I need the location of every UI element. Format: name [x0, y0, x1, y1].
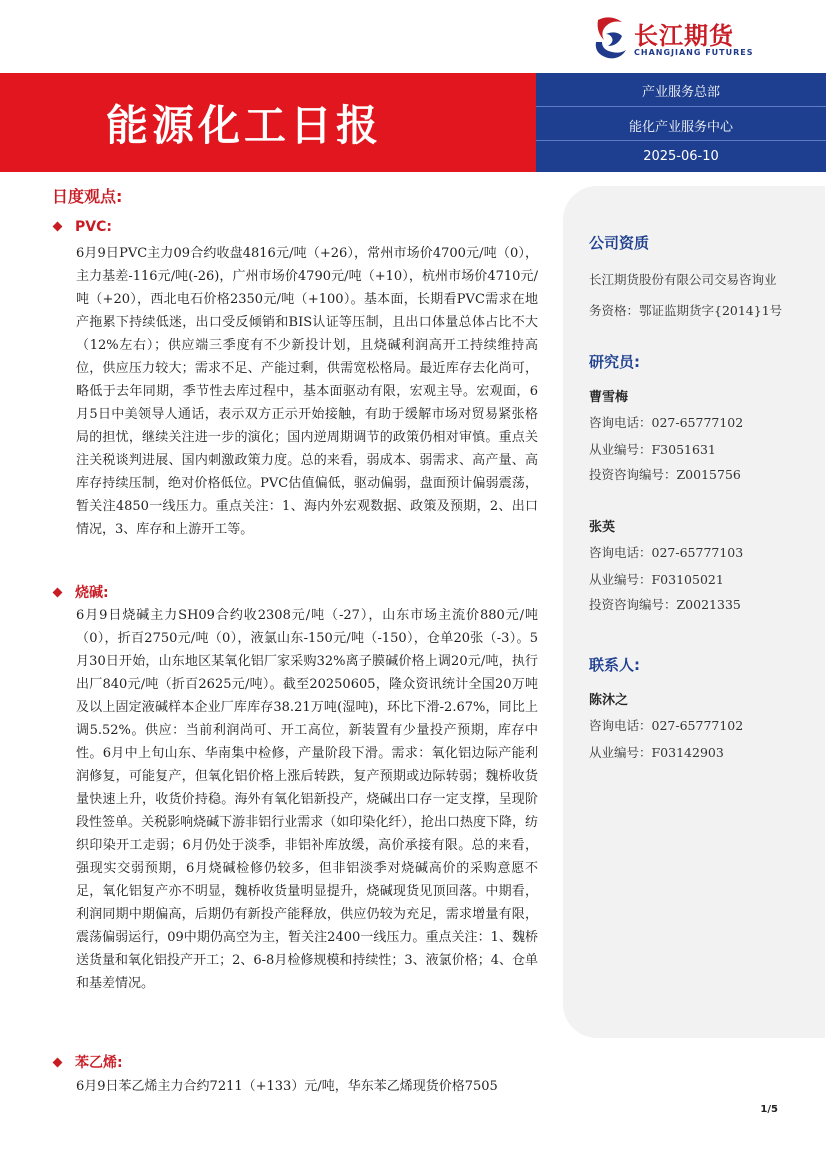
- researcher-consult-id: 投资咨询编号：Z0021335: [589, 597, 741, 612]
- info-divider: [536, 106, 826, 107]
- diamond-bullet-icon: [53, 1057, 63, 1067]
- diamond-bullet-icon: [53, 221, 63, 231]
- researcher-license: 从业编号：F3051631: [589, 442, 716, 457]
- contact-name: 陈沐之: [589, 693, 629, 708]
- changjiang-logo-icon: [590, 14, 630, 62]
- info-divider: [536, 140, 826, 141]
- styrene-heading: [52, 1052, 123, 1072]
- researcher-consult-id: 投资咨询编号：Z0015756: [589, 467, 741, 482]
- caustic-label: 烧碱:: [75, 585, 109, 601]
- company-text-line1: 长江期货股份有限公司交易咨询业: [589, 272, 777, 287]
- logo-text-en: CHANGJIANG FUTURES: [634, 48, 754, 57]
- sidebar: [563, 186, 825, 1038]
- company-heading: 公司资质: [589, 234, 650, 252]
- researcher-heading: 研究员:: [589, 353, 640, 371]
- center-label: 能化产业服务中心: [628, 120, 733, 135]
- title-banner: [0, 73, 536, 172]
- company-logo: [590, 14, 770, 62]
- page-number: 1/5: [760, 1104, 778, 1115]
- caustic-heading: [52, 582, 109, 602]
- styrene-paragraph: 6月9日苯乙烯主力合约7211（+133）元/吨，华东苯乙烯现货价格7505: [76, 1079, 498, 1094]
- company-text-line2: 务资格：鄂证监期货字{2014}1号: [589, 303, 783, 318]
- dept-label: 产业服务总部: [641, 85, 720, 100]
- diamond-bullet-icon: [53, 587, 63, 597]
- contact-license: 从业编号：F03142903: [589, 745, 724, 760]
- report-title: 能源化工日报: [106, 101, 383, 150]
- pvc-paragraph: 6月9日PVC主力09合约收盘4816元/吨（+26），常州市场价4700元/吨（0），主力基差-116元/吨(-26)，广州市场价4790元/吨（+10），杭州市场价4710元/吨（+20），西北电石价格2350元/吨（+100）。基本面，长期看PVC需求在地产拖累下持续低迷，出口受反倾销和BIS认证等压制，且出口体量总体占比不大（12%左右）；供应端三季度有不少新投计划，且烧碱利润高开工持续维持高位，供应压力较大；需求不足、产能过剩，供需宽松格局。最近库存去化尚可，略低于去年同期，季节性去库过程中，基本面驱动有限，宏观主导。宏观面，6月5日中美领导人通话，表示双方正示开始接触，有助于缓解市场对贸易紧张格局的担忧，继续关注进一步的演化；国内逆周期调节的政策仍相对审慎。重点关注关税谈判进展、国内刺激政策力度。总的来看，弱成本、弱需求、高产量、高库存持续压制，绝对价格低位。PVC估值偏低，驱动偏弱，盘面预计偏弱震荡，暂关注4850一线压力。重点关注：1、海内外宏观数据、政策及预期，2、出口情况，3、库存和上游开工等。: [76, 246, 538, 537]
- researcher-name: 曹雪梅: [589, 390, 629, 405]
- researcher-license: 从业编号：F03105021: [589, 572, 724, 587]
- researcher-phone: 咨询电话：027-65777103: [589, 545, 744, 560]
- report-date: 2025-06-10: [643, 149, 719, 164]
- pvc-label: PVC:: [75, 219, 112, 235]
- contact-phone: 咨询电话：027-65777102: [589, 718, 744, 733]
- logo-text-cn: 长江期货: [634, 22, 734, 50]
- contact-heading: 联系人:: [589, 656, 640, 674]
- researcher-phone: 咨询电话：027-65777102: [589, 415, 744, 430]
- styrene-label: 苯乙烯:: [75, 1055, 123, 1071]
- section-title: 日度观点:: [52, 187, 123, 206]
- researcher-name: 张英: [589, 520, 616, 535]
- info-box: [536, 73, 826, 172]
- caustic-paragraph: 6月9日烧碱主力SH09合约收2308元/吨（-27），山东市场主流价880元/吨（0），折百2750元/吨（0），液氯山东-150元/吨（-150），仓单20张（-3）。5月30日开始，山东地区某氧化铝厂家采购32%离子膜碱价格上调20元/吨，执行出厂840元/吨（折百2625元/吨）。截至20250605，隆众资讯统计全国20万吨及以上固定液碱样本企业厂库库存38.21万吨(湿吨)，环比下滑-2.67%，同比上调5.52%。供应：当前利润尚可、开工高位，新装置有少量投产预期，库存中性。6月中上旬山东、华南集中检修，产量阶段下滑。需求：氧化铝边际产能利润修复，可能复产，但氧化铝价格上涨后转跌，复产预期或边际转弱；魏桥收货量快速上升，收货价持稳。海外有氧化铝新投产，烧碱出口存一定支撑，呈现阶段性签单。关税影响烧碱下游非铝行业需求（如印染化纤），抢出口热度下降，纺织印染开工走弱；6月仍处于淡季，非铝补库放缓，高价承接有限。总的来看，强现实交弱预期，6月烧碱检修仍较多，但非铝淡季对烧碱高价的采购意愿不足，氧化铝复产亦不明显，魏桥收货量明显提升，烧碱现货见顶回落。中期看，利润同期中期偏高，后期仍有新投产能释放，供应仍较为充足，需求增量有限，震荡偏弱运行，09中期仍高空为主，暂关注2400一线压力。重点关注：1、魏桥送货量和氧化铝投产开工；2、6-8月检修规模和持续性；3、液氯价格；4、仓单和基差情况。: [76, 608, 538, 991]
- pvc-heading: [52, 219, 112, 235]
